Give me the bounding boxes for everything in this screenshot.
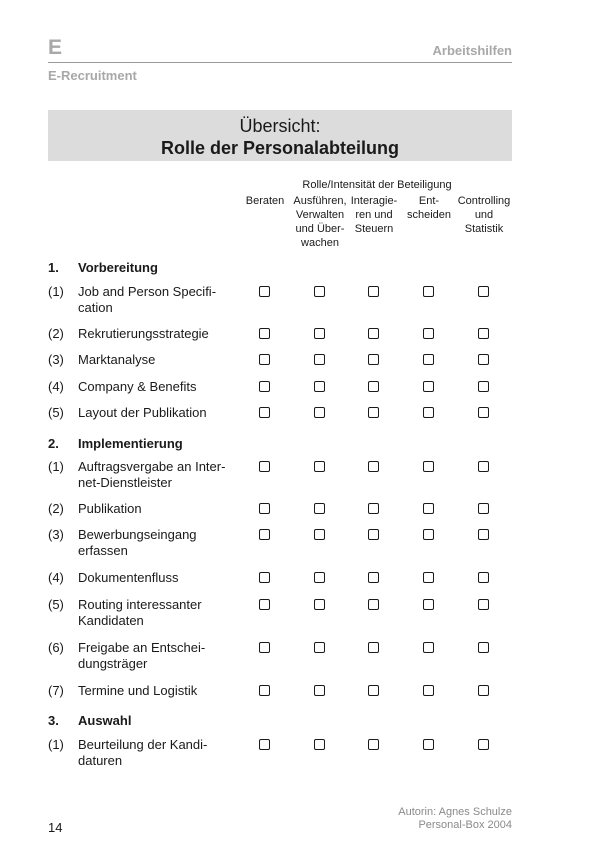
checkbox[interactable] — [314, 286, 325, 297]
section-number: 1. — [48, 260, 59, 275]
checkbox[interactable] — [259, 407, 270, 418]
checkbox[interactable] — [368, 328, 379, 339]
checkbox[interactable] — [259, 461, 270, 472]
item-number: (2) — [48, 501, 64, 516]
column-header-line: Ent- — [418, 195, 440, 207]
header-subtitle: E-Recruitment — [48, 68, 137, 83]
item-label — [78, 379, 238, 395]
checkbox[interactable] — [423, 529, 434, 540]
checkbox[interactable] — [259, 739, 270, 750]
header-letter: E — [48, 36, 63, 59]
checkbox[interactable] — [314, 599, 325, 610]
checkbox[interactable] — [368, 354, 379, 365]
checkbox[interactable] — [423, 503, 434, 514]
item-number: (4) — [48, 570, 64, 585]
item-number: (6) — [48, 640, 64, 655]
item-label-line: net-Dienstleister — [78, 475, 172, 490]
item-label — [78, 501, 238, 517]
checkbox[interactable] — [478, 739, 489, 750]
checkbox[interactable] — [423, 739, 434, 750]
checkbox[interactable] — [314, 381, 325, 392]
item-label — [78, 459, 238, 491]
checkbox[interactable] — [423, 461, 434, 472]
column-header-line: ren und — [355, 209, 393, 221]
checkbox[interactable] — [259, 381, 270, 392]
title-box — [48, 110, 512, 161]
footer-author — [398, 806, 512, 832]
item-label-line: Company & Benefits — [78, 379, 197, 394]
checkbox[interactable] — [368, 286, 379, 297]
checkbox[interactable] — [314, 461, 325, 472]
item-number: (4) — [48, 379, 64, 394]
checkbox[interactable] — [423, 354, 434, 365]
checkbox[interactable] — [423, 381, 434, 392]
checkbox[interactable] — [478, 642, 489, 653]
checkbox[interactable] — [259, 529, 270, 540]
checkbox[interactable] — [478, 286, 489, 297]
title-line1: Übersicht: — [239, 116, 321, 136]
column-header-line: und Über- — [295, 223, 345, 235]
checkbox[interactable] — [314, 642, 325, 653]
item-label-line: Layout der Publikation — [78, 405, 207, 420]
checkbox[interactable] — [478, 529, 489, 540]
item-label-line: Marktanalyse — [78, 352, 156, 367]
item-label — [78, 683, 238, 699]
item-label-line: Kandidaten — [78, 613, 144, 628]
checkbox[interactable] — [314, 739, 325, 750]
title-line2: Rolle der Personalabteilung — [160, 138, 400, 158]
checkbox[interactable] — [478, 572, 489, 583]
item-number: (1) — [48, 459, 64, 474]
column-group-label: Rolle/Intensität der Beteiligung — [302, 179, 452, 191]
item-label — [78, 352, 238, 368]
checkbox[interactable] — [259, 286, 270, 297]
checkbox[interactable] — [259, 328, 270, 339]
column-header-line: scheiden — [406, 209, 452, 221]
checkbox[interactable] — [314, 503, 325, 514]
checkbox[interactable] — [368, 407, 379, 418]
checkbox[interactable] — [478, 354, 489, 365]
checkbox[interactable] — [478, 503, 489, 514]
section-title: Implementierung — [78, 436, 183, 451]
item-label-line: Freigabe an Entschei- — [78, 640, 206, 655]
checkbox[interactable] — [314, 407, 325, 418]
checkbox[interactable] — [259, 503, 270, 514]
checkbox[interactable] — [368, 529, 379, 540]
checkbox[interactable] — [423, 599, 434, 610]
item-label — [78, 597, 238, 629]
item-label-line: Publikation — [78, 501, 142, 516]
column-header — [449, 194, 519, 236]
item-number: (5) — [48, 405, 64, 420]
column-header-line: Interagie- — [350, 195, 398, 207]
item-number: (3) — [48, 352, 64, 367]
section-number: 3. — [48, 713, 59, 728]
item-number: (5) — [48, 597, 64, 612]
checkbox[interactable] — [314, 529, 325, 540]
checkbox[interactable] — [423, 685, 434, 696]
checkbox[interactable] — [259, 685, 270, 696]
page-number: 14 — [48, 820, 63, 835]
footer-source: Personal-Box 2004 — [418, 819, 512, 831]
item-label-line: Beurteilung der Kandi- — [78, 737, 208, 752]
item-label-line: Routing interessanter — [78, 597, 202, 612]
checkbox[interactable] — [478, 328, 489, 339]
item-label-line: Dokumentenfluss — [78, 570, 179, 585]
checkbox[interactable] — [259, 354, 270, 365]
item-label-line: Auftragsvergabe an Inter- — [78, 459, 226, 474]
column-header-line: wachen — [301, 237, 339, 249]
footer-author-name: Autorin: Agnes Schulze — [398, 806, 512, 818]
column-header-line: Verwalten — [295, 209, 345, 221]
item-number: (2) — [48, 326, 64, 341]
checkbox[interactable] — [368, 642, 379, 653]
column-header-line: Steuern — [354, 223, 394, 235]
checkbox[interactable] — [478, 381, 489, 392]
item-number: (1) — [48, 737, 64, 752]
checkbox[interactable] — [478, 599, 489, 610]
column-header-line: Statistik — [464, 223, 504, 235]
item-label-line: daturen — [78, 753, 123, 768]
header-rule — [48, 62, 512, 63]
checkbox[interactable] — [368, 685, 379, 696]
checkbox[interactable] — [314, 354, 325, 365]
item-label-line: Job and Person Specifi- — [78, 284, 217, 299]
checkbox[interactable] — [478, 685, 489, 696]
checkbox[interactable] — [368, 381, 379, 392]
item-label — [78, 737, 238, 769]
checkbox[interactable] — [368, 572, 379, 583]
checkbox[interactable] — [314, 572, 325, 583]
checkbox[interactable] — [314, 328, 325, 339]
item-label-line: cation — [78, 300, 113, 315]
checkbox[interactable] — [423, 407, 434, 418]
checkbox[interactable] — [423, 328, 434, 339]
item-label — [78, 405, 238, 421]
checkbox[interactable] — [423, 286, 434, 297]
item-label-line: erfassen — [78, 543, 128, 558]
item-label-line: Termine und Logistik — [78, 683, 198, 698]
item-label — [78, 640, 238, 672]
column-header-line: Ausführen, — [293, 195, 347, 207]
item-label — [78, 570, 238, 586]
section-number: 2. — [48, 436, 59, 451]
header-section-title: Arbeitshilfen — [432, 43, 512, 58]
column-header-line: Controlling — [457, 195, 511, 207]
column-header-line: und — [474, 209, 494, 221]
checkbox[interactable] — [423, 642, 434, 653]
item-label-line: Bewerbungseingang — [78, 527, 197, 542]
checkbox[interactable] — [478, 461, 489, 472]
column-header-line: Beraten — [245, 195, 285, 207]
section-title: Vorbereitung — [78, 260, 158, 275]
checkbox[interactable] — [259, 572, 270, 583]
checkbox[interactable] — [423, 572, 434, 583]
checkbox[interactable] — [368, 503, 379, 514]
item-label — [78, 527, 238, 559]
checkbox[interactable] — [478, 407, 489, 418]
item-number: (3) — [48, 527, 64, 542]
checkbox[interactable] — [259, 642, 270, 653]
checkbox[interactable] — [314, 685, 325, 696]
checkbox[interactable] — [259, 599, 270, 610]
item-number: (7) — [48, 683, 64, 698]
item-label-line: dungsträger — [78, 656, 148, 671]
section-title: Auswahl — [78, 713, 132, 728]
checkbox[interactable] — [368, 599, 379, 610]
item-label — [78, 284, 238, 316]
checkbox[interactable] — [368, 739, 379, 750]
item-number: (1) — [48, 284, 64, 299]
item-label-line: Rekrutierungsstrategie — [78, 326, 209, 341]
item-label — [78, 326, 238, 342]
checkbox[interactable] — [368, 461, 379, 472]
